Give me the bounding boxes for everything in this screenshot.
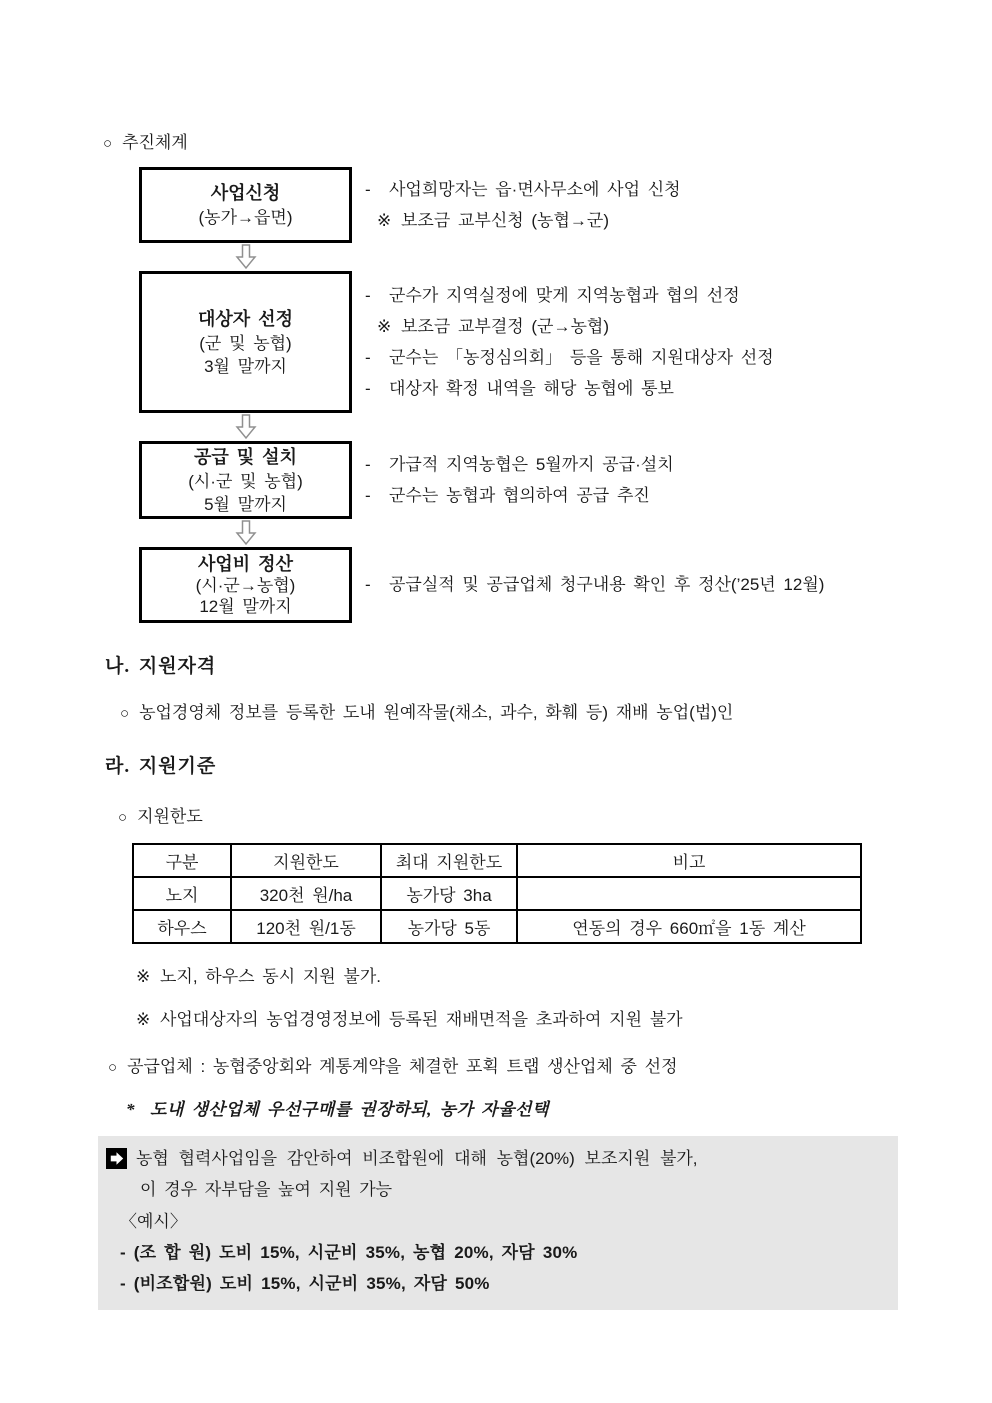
flow-step-title: 공급 및 설치 (194, 446, 297, 467)
flow-note-text: 군수는 「농정심의회」 등을 통해 지원대상자 선정 (389, 347, 774, 367)
dash-marker: - (365, 179, 371, 199)
heading-criteria: 라. 지원기준 (105, 756, 217, 777)
highlight-text: 농협 협력사업임을 감안하여 비조합원에 대해 농협(20%) 보조지원 불가, (136, 1149, 698, 1168)
table-header-cell: 구분 (133, 844, 231, 877)
flow-step-row-1 (139, 167, 964, 243)
reference-marker: ※ (377, 210, 392, 230)
reference-marker: ※ (377, 316, 392, 336)
flow-note-text: 보조금 교부신청 (농협→군) (401, 210, 609, 230)
circle-bullet-icon: ○ (103, 135, 113, 152)
flow-step-deadline: 3월 말까지 (204, 356, 287, 376)
support-limit-table (132, 843, 862, 944)
flow-step-subtitle: (시·군→농협) (195, 576, 296, 595)
flow-note-line (365, 346, 774, 370)
flow-note-line (377, 315, 774, 339)
flow-step-title: 사업신청 (210, 183, 281, 203)
flow-step-box-supply (139, 441, 352, 519)
flow-arrow-down-icon (139, 520, 352, 546)
qualification-text: 농업경영체 정보를 등록한 도내 원예작물(채소, 과수, 화훼 등) 재배 농업(법)인 (139, 703, 734, 722)
table-cell: 하우스 (133, 910, 231, 943)
table-header-cell: 최대 지원한도 (381, 844, 517, 877)
qualification-line (120, 698, 964, 723)
circle-bullet-icon: ○ (120, 705, 130, 722)
heading-qualification: 나. 지원자격 (105, 656, 217, 677)
flow-note-text: 사업희망자는 읍·면사무소에 사업 신청 (389, 179, 681, 199)
flow-step-notes (365, 171, 681, 240)
example-nonmember: - (비조합원) 도비 15%, 시군비 35%, 자담 50% (120, 1274, 490, 1293)
flow-step-notes (365, 566, 824, 604)
flow-note-text: 군수는 농협과 협의하여 공급 추진 (389, 485, 650, 505)
table-header-cell: 지원한도 (231, 844, 381, 877)
supplier-text: 공급업체 : 농협중앙회와 계통계약을 체결한 포획 트랩 생산업체 중 선정 (127, 1057, 678, 1076)
flow-step-subtitle: (군 및 농협) (199, 333, 292, 353)
table-cell (517, 877, 861, 910)
table-cell: 120천 원/1동 (231, 910, 381, 943)
flow-note-line (365, 178, 681, 202)
flow-note-line (365, 284, 774, 308)
flow-section-title-line (103, 128, 964, 153)
flow-step-subtitle: (시·군 및 농협) (188, 471, 303, 491)
flow-step-box-selection (139, 271, 352, 413)
limit-label: 지원한도 (137, 807, 203, 826)
highlight-line-1 (106, 1146, 890, 1171)
flow-step-row-4 (139, 547, 964, 623)
flow-note-text: 가급적 지역농협은 5월까지 공급·설치 (389, 454, 674, 474)
flow-note-text: 공급실적 및 공급업체 청구내용 확인 후 정산(’25년 12월) (389, 575, 825, 594)
example-member: - (조 합 원) 도비 15%, 시군비 35%, 농협 20%, 자담 30% (120, 1243, 578, 1262)
flow-step-title: 사업비 정산 (198, 554, 293, 574)
flow-note-line (365, 453, 674, 477)
dash-marker: - (365, 347, 371, 367)
supplier-subnote (126, 1095, 964, 1120)
flow-arrow-down-icon (139, 414, 352, 440)
flow-step-deadline: 5월 말까지 (204, 494, 287, 514)
supplier-subnote-text: 도내 생산업체 우선구매를 권장하되, 농가 자율선택 (150, 1100, 549, 1119)
footnote (136, 962, 964, 987)
table-cell: 농가당 3ha (381, 877, 517, 910)
flow-step-notes (365, 446, 674, 515)
footnote-text: 사업대상자의 농업경영정보에 등록된 재배면적을 초과하여 지원 불가 (160, 1010, 683, 1029)
reference-marker: ※ (136, 1010, 151, 1029)
asterisk-marker: * (126, 1100, 135, 1119)
flow-step-row-2 (139, 271, 964, 413)
highlight-line-2: 이 경우 자부담을 높여 지원 가능 (140, 1180, 393, 1199)
table-row (133, 910, 861, 943)
flow-note-line (365, 377, 774, 401)
flow-note-line (365, 573, 824, 597)
flow-step-box-settlement (139, 547, 352, 623)
flow-step-box-application (139, 167, 352, 243)
dash-marker: - (365, 378, 371, 398)
table-cell: 농가당 5동 (381, 910, 517, 943)
dash-marker: - (365, 285, 371, 305)
flow-note-text: 보조금 교부결정 (군→농협) (401, 316, 609, 336)
flow-step-row-3 (139, 441, 964, 519)
circle-bullet-icon: ○ (108, 1059, 118, 1076)
flow-step-subtitle: (농가→읍면) (198, 208, 293, 227)
dash-marker: - (365, 485, 371, 505)
dash-marker: - (365, 454, 371, 474)
table-header-row (133, 844, 861, 877)
table-cell: 320천 원/ha (231, 877, 381, 910)
example-label: 〈예시〉 (120, 1212, 187, 1231)
flow-arrow-down-icon (139, 244, 352, 270)
flow-note-line (365, 484, 674, 508)
flow-step-title: 대상자 선정 (198, 308, 293, 329)
table-header-cell: 비고 (517, 844, 861, 877)
dash-marker: - (365, 575, 371, 594)
limit-label-line (118, 802, 964, 827)
reference-marker: ※ (136, 967, 151, 986)
supplier-line (108, 1052, 964, 1077)
table-cell: 노지 (133, 877, 231, 910)
flow-note-line (377, 209, 681, 233)
flowchart (139, 167, 964, 623)
flow-step-deadline: 12월 말까지 (199, 597, 292, 616)
circle-bullet-icon: ○ (118, 809, 128, 826)
right-arrow-icon (106, 1148, 127, 1169)
flow-section-title: 추진체계 (122, 133, 188, 152)
flow-step-notes (365, 277, 774, 408)
flow-note-text: 군수가 지역실정에 맞게 지역농협과 협의 선정 (389, 285, 740, 305)
highlight-box (98, 1136, 898, 1310)
table-row (133, 877, 861, 910)
footnote (136, 1005, 964, 1030)
footnote-text: 노지, 하우스 동시 지원 불가. (160, 967, 381, 986)
table-cell: 연동의 경우 660㎡을 1동 계산 (517, 910, 861, 943)
flow-note-text: 대상자 확정 내역을 해당 농협에 통보 (389, 378, 674, 398)
